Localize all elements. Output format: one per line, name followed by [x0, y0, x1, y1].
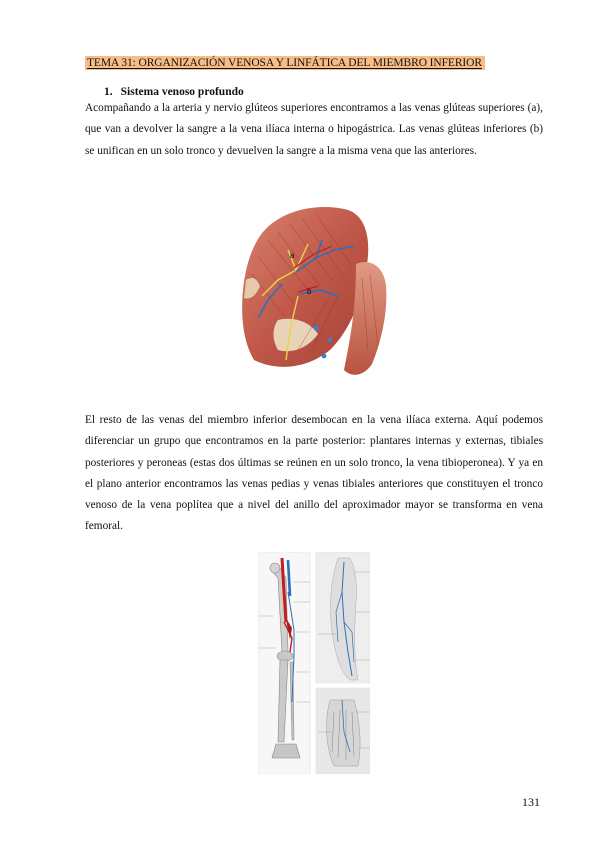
- figure-label-a: a: [290, 251, 295, 260]
- gluteal-region-figure: [238, 200, 388, 382]
- gluteal-illustration: [238, 200, 388, 382]
- section-heading: [104, 86, 244, 98]
- figure-label-b: b: [307, 287, 312, 296]
- paragraph-lower-limb-veins: El resto de las venas del miembro inferior desembocan en la vena ilíaca externa. Aquí podemos diferenciar un grupo que encontramos en la parte posterior: plantares internas y externas, tibiales posteriores y peroneas (estas dos últimas se reúnen en un solo tronco, la vena tibioperonea). Y ya en el plano anterior encontramos las venas pedias y venas tibiales anteriores que constituyen el tronco venoso de la vena poplítea que a nivel del anillo del aproximador mayor se transforma en vena femoral.: [85, 414, 543, 533]
- leg-veins-figure: [258, 552, 370, 774]
- page-number: 131: [522, 795, 540, 809]
- section-number: 1.: [104, 86, 113, 98]
- page-title: TEMA 31: ORGANIZACIÓN VENOSA Y LINFÁTICA DEL MIEMBRO INFERIOR: [85, 56, 485, 70]
- leg-veins-illustration: [258, 552, 370, 774]
- section-heading-text: Sistema venoso profundo: [120, 86, 244, 98]
- paragraph-gluteal-veins: Acompañando a la arteria y nervio glúteos superiores encontramos a las venas glúteas superiores (a), que van a devolver la sangre a la vena ilíaca interna o hipogástrica. Las venas glúteas inferiores (b) se unifican en un solo tronco y devuelven la sangre a la misma vena que las anteriores.: [85, 102, 543, 157]
